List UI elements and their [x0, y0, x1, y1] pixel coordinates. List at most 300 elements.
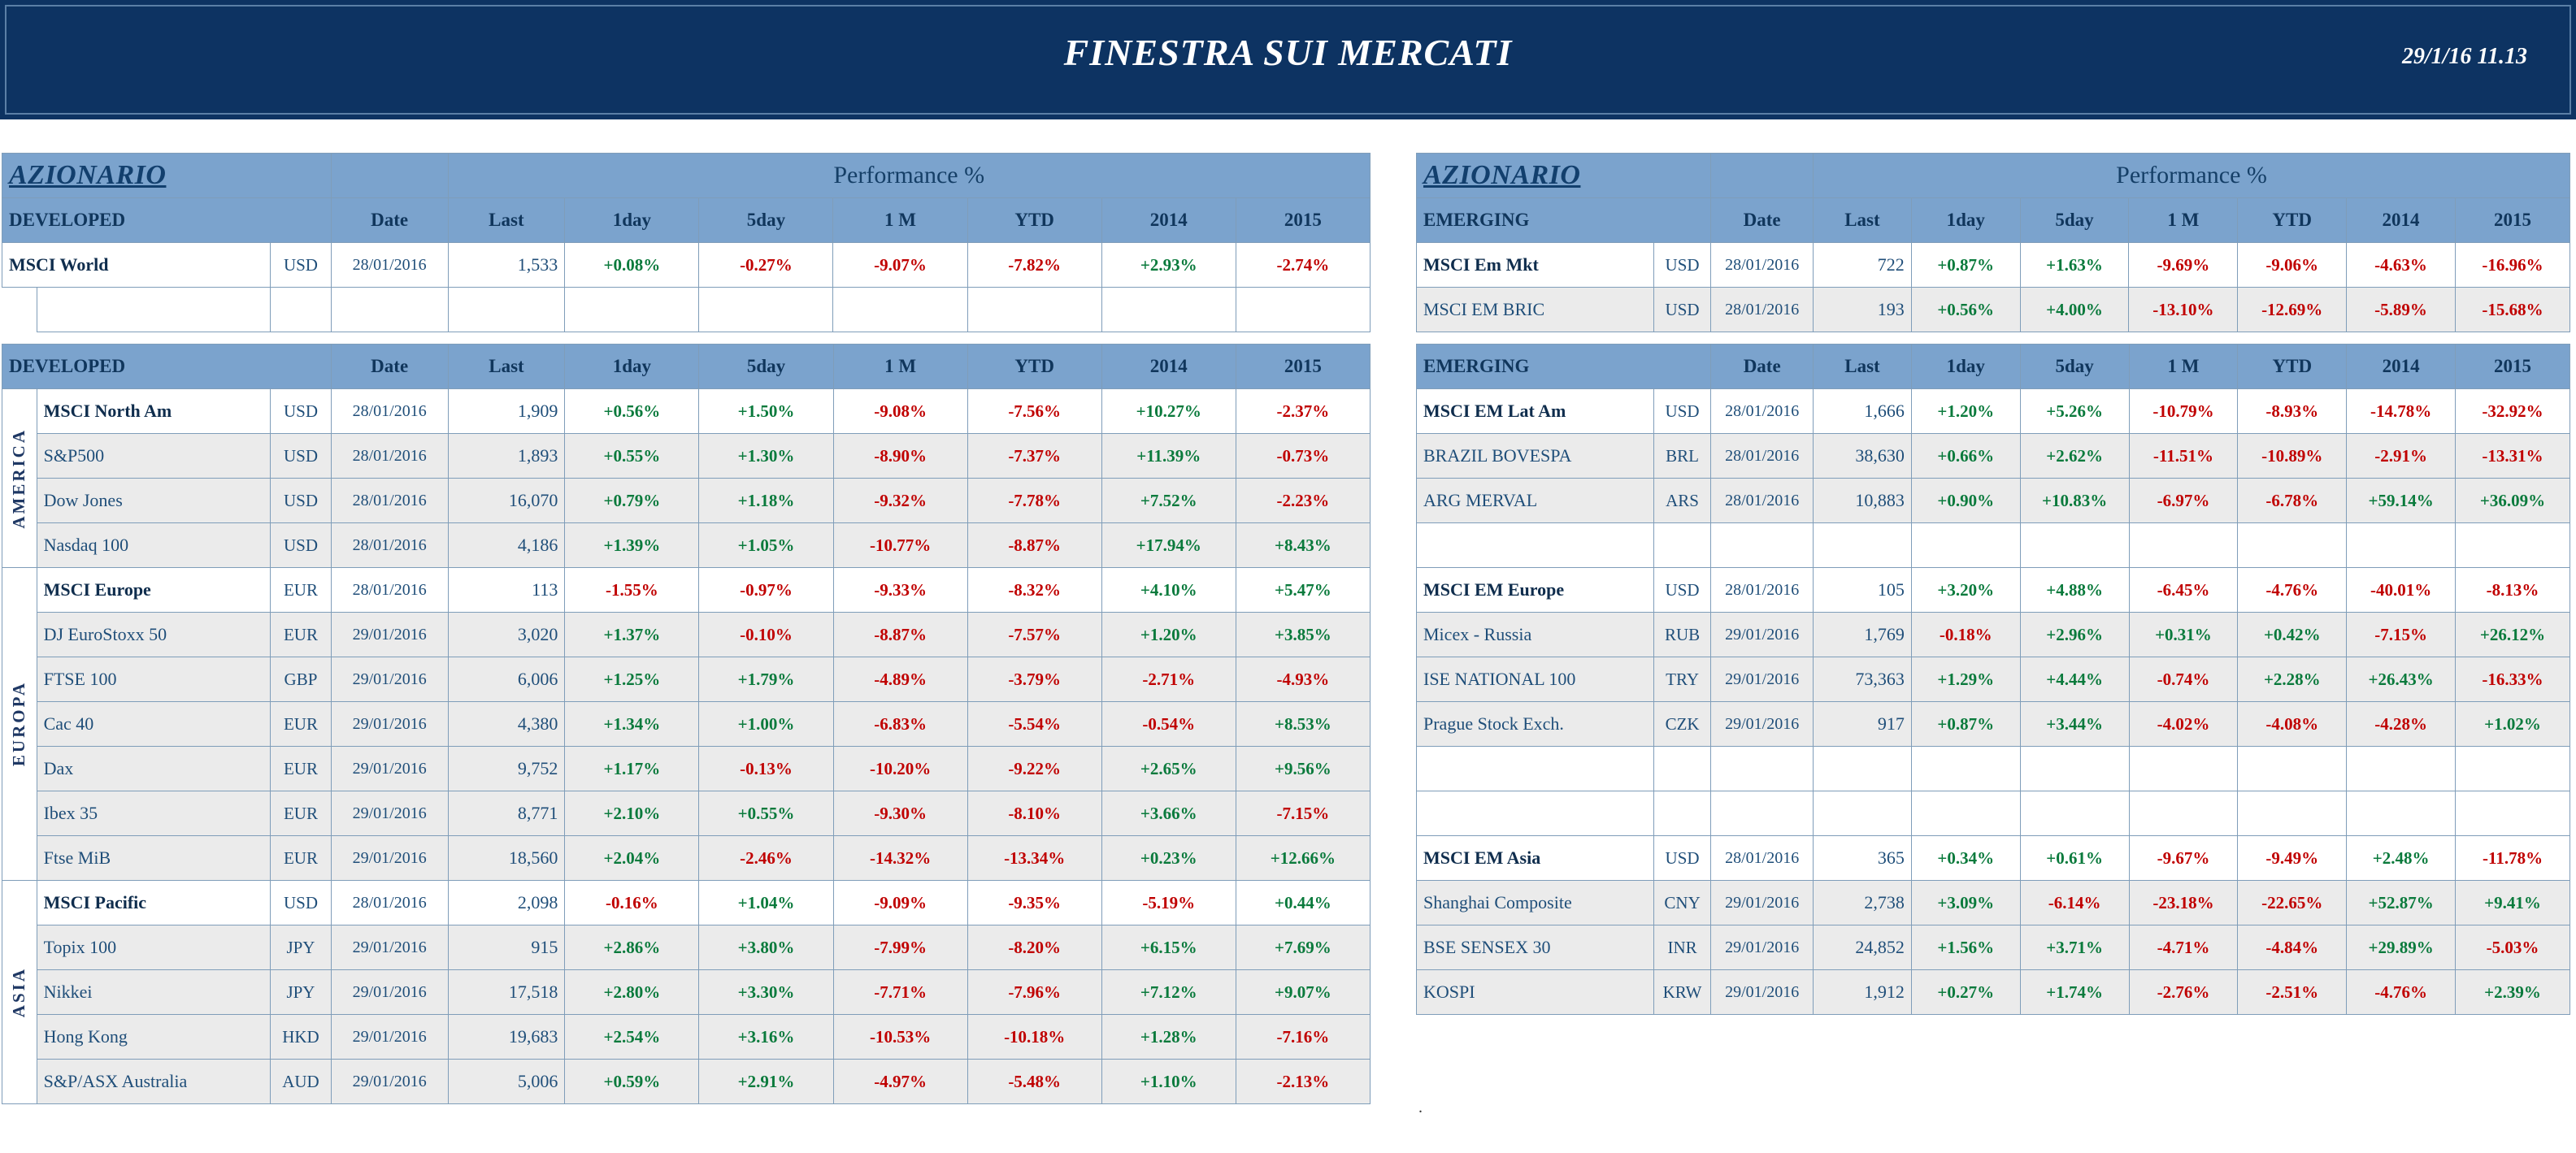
table-row — [1417, 479, 2570, 523]
currency: HKD — [271, 1015, 332, 1060]
perf-1day: +0.56% — [565, 389, 699, 434]
emerging-detail-header-row — [1417, 345, 2570, 389]
table-row — [2, 1015, 1371, 1060]
last-value: 917 — [1814, 702, 1912, 747]
perf-1m: -6.97% — [2129, 479, 2238, 523]
perf-2014: +7.12% — [1101, 970, 1236, 1015]
perf-1m: -4.89% — [833, 657, 967, 702]
quote-date: 29/01/2016 — [1711, 702, 1814, 747]
last-value: 1,769 — [1814, 613, 1912, 657]
section-label-developed-detail: DEVELOPED — [2, 345, 332, 389]
performance-header: Performance % — [1814, 154, 2570, 198]
perf-1day: +3.20% — [1911, 568, 2020, 613]
col-2014: 2014 — [1101, 345, 1236, 389]
perf-1m: -11.51% — [2129, 434, 2238, 479]
currency: USD — [1653, 243, 1710, 288]
perf-ytd: -8.87% — [967, 523, 1101, 568]
perf-2015: +9.56% — [1236, 747, 1370, 791]
last-value: 365 — [1814, 836, 1912, 881]
perf-1m: -23.18% — [2129, 881, 2238, 925]
table-row — [1417, 389, 2570, 434]
perf-ytd: -3.79% — [967, 657, 1101, 702]
last-value: 4,186 — [448, 523, 565, 568]
quote-date: 28/01/2016 — [1711, 243, 1814, 288]
index-name: Topix 100 — [37, 925, 271, 970]
perf-2014: -0.54% — [1101, 702, 1236, 747]
quote-date: 29/01/2016 — [331, 702, 448, 747]
perf-1m: -9.09% — [833, 881, 967, 925]
panel-title: AZIONARIO — [1417, 154, 1711, 198]
perf-1day: +1.56% — [1911, 925, 2020, 970]
footer-mark: . — [1418, 1099, 1423, 1116]
quote-date: 28/01/2016 — [1711, 568, 1814, 613]
perf-1m: -4.71% — [2129, 925, 2238, 970]
table-row — [2, 747, 1371, 791]
perf-2014: +2.93% — [1101, 243, 1236, 288]
perf-2015: +0.44% — [1236, 881, 1370, 925]
perf-2014: -5.89% — [2347, 288, 2456, 332]
quote-date: 29/01/2016 — [331, 747, 448, 791]
perf-5day: +4.00% — [2020, 288, 2129, 332]
col-2015: 2015 — [1236, 345, 1370, 389]
quote-date: 29/01/2016 — [331, 836, 448, 881]
region-label-america: AMERICA — [2, 389, 37, 568]
region-label-asia: ASIA — [2, 881, 37, 1104]
perf-ytd: -6.78% — [2238, 479, 2347, 523]
table-row — [1417, 613, 2570, 657]
quote-date: 29/01/2016 — [331, 1015, 448, 1060]
perf-1m: -10.20% — [833, 747, 967, 791]
region-label-europa: EUROPA — [2, 568, 37, 881]
table-row — [2, 702, 1371, 747]
currency: EUR — [271, 568, 332, 613]
quote-date: 28/01/2016 — [331, 434, 448, 479]
currency: USD — [271, 243, 332, 288]
last-value: 38,630 — [1814, 434, 1912, 479]
table-row — [2, 479, 1371, 523]
perf-1m: -4.02% — [2129, 702, 2238, 747]
emerging-detail-table — [1416, 344, 2570, 1015]
last-value: 5,006 — [448, 1060, 565, 1104]
last-value: 3,020 — [448, 613, 565, 657]
perf-1m: -9.67% — [2129, 836, 2238, 881]
perf-2014: +2.48% — [2347, 836, 2456, 881]
table-row — [2, 523, 1371, 568]
perf-5day: +4.44% — [2020, 657, 2129, 702]
perf-5day: -0.13% — [699, 747, 833, 791]
quote-date: 28/01/2016 — [1711, 434, 1814, 479]
col-2015: 2015 — [1236, 198, 1370, 243]
perf-2015: -16.33% — [2456, 657, 2570, 702]
perf-1m: -0.74% — [2129, 657, 2238, 702]
spacer-row — [2, 288, 1371, 332]
table-row — [2, 791, 1371, 836]
table-row — [2, 970, 1371, 1015]
perf-1day: +3.09% — [1911, 881, 2020, 925]
col-5day: 5day — [2020, 345, 2129, 389]
col-1day: 1day — [1911, 345, 2020, 389]
perf-2014: +59.14% — [2347, 479, 2456, 523]
title-spacer — [331, 154, 448, 198]
col-1day: 1day — [1911, 198, 2020, 243]
perf-1day: -0.18% — [1911, 613, 2020, 657]
perf-2015: -13.31% — [2456, 434, 2570, 479]
perf-1day: +0.87% — [1911, 702, 2020, 747]
table-row — [1417, 288, 2570, 332]
perf-1m: -9.07% — [833, 243, 967, 288]
currency: USD — [271, 389, 332, 434]
col-ytd: YTD — [967, 345, 1101, 389]
quote-date: 29/01/2016 — [331, 970, 448, 1015]
index-name: Dax — [37, 747, 271, 791]
currency: CZK — [1653, 702, 1710, 747]
perf-1m: -7.99% — [833, 925, 967, 970]
col-last: Last — [448, 345, 565, 389]
perf-2015: -32.92% — [2456, 389, 2570, 434]
quote-date: 29/01/2016 — [1711, 613, 1814, 657]
index-name: Hong Kong — [37, 1015, 271, 1060]
perf-2014: -40.01% — [2347, 568, 2456, 613]
perf-2014: -4.63% — [2347, 243, 2456, 288]
perf-2015: -0.73% — [1236, 434, 1370, 479]
table-row — [2, 881, 1371, 925]
perf-2015: -5.03% — [2456, 925, 2570, 970]
index-name: ARG MERVAL — [1417, 479, 1654, 523]
perf-2015: -2.37% — [1236, 389, 1370, 434]
index-name: MSCI North Am — [37, 389, 271, 434]
section-label-developed: DEVELOPED — [2, 198, 332, 243]
page-header-banner — [0, 0, 2576, 122]
perf-2014: +1.10% — [1101, 1060, 1236, 1104]
perf-1day: +1.39% — [565, 523, 699, 568]
perf-2015: +36.09% — [2456, 479, 2570, 523]
perf-ytd: -12.69% — [2238, 288, 2347, 332]
perf-2014: -2.91% — [2347, 434, 2456, 479]
perf-1m: -6.83% — [833, 702, 967, 747]
currency: TRY — [1653, 657, 1710, 702]
perf-2014: +11.39% — [1101, 434, 1236, 479]
table-row — [1417, 657, 2570, 702]
perf-5day: +1.63% — [2020, 243, 2129, 288]
perf-2015: +9.41% — [2456, 881, 2570, 925]
perf-2014: +0.23% — [1101, 836, 1236, 881]
perf-2015: -8.13% — [2456, 568, 2570, 613]
perf-ytd: -13.34% — [967, 836, 1101, 881]
perf-1day: +1.37% — [565, 613, 699, 657]
last-value: 2,738 — [1814, 881, 1912, 925]
index-name: Prague Stock Exch. — [1417, 702, 1654, 747]
currency: EUR — [271, 836, 332, 881]
last-value: 10,883 — [1814, 479, 1912, 523]
perf-1day: +0.87% — [1911, 243, 2020, 288]
perf-ytd: -9.06% — [2238, 243, 2347, 288]
perf-5day: +0.55% — [699, 791, 833, 836]
last-value: 16,070 — [448, 479, 565, 523]
index-name: S&P500 — [37, 434, 271, 479]
table-row — [1417, 434, 2570, 479]
currency: EUR — [271, 791, 332, 836]
perf-5day: +3.80% — [699, 925, 833, 970]
perf-ytd: -4.84% — [2238, 925, 2347, 970]
perf-1day: +1.34% — [565, 702, 699, 747]
perf-1m: -13.10% — [2129, 288, 2238, 332]
perf-ytd: -7.78% — [967, 479, 1101, 523]
perf-1day: +0.66% — [1911, 434, 2020, 479]
perf-1m: -10.79% — [2129, 389, 2238, 434]
table-row — [1417, 970, 2570, 1015]
perf-2015: +9.07% — [1236, 970, 1370, 1015]
emerging-header-row — [1417, 198, 2570, 243]
perf-1day: +0.56% — [1911, 288, 2020, 332]
index-name: MSCI Em Mkt — [1417, 243, 1654, 288]
currency: USD — [271, 479, 332, 523]
col-5day: 5day — [2020, 198, 2129, 243]
perf-2014: -4.28% — [2347, 702, 2456, 747]
perf-5day: +1.04% — [699, 881, 833, 925]
perf-5day: +1.05% — [699, 523, 833, 568]
last-value: 1,666 — [1814, 389, 1912, 434]
quote-date: 28/01/2016 — [1711, 479, 1814, 523]
perf-5day: -0.27% — [699, 243, 833, 288]
currency: JPY — [271, 925, 332, 970]
last-value: 73,363 — [1814, 657, 1912, 702]
table-row — [1417, 836, 2570, 881]
perf-ytd: -9.35% — [967, 881, 1101, 925]
perf-ytd: -7.56% — [967, 389, 1101, 434]
perf-2015: +26.12% — [2456, 613, 2570, 657]
developed-summary-table — [2, 153, 1371, 332]
currency: INR — [1653, 925, 1710, 970]
perf-1m: -9.30% — [833, 791, 967, 836]
section-label-emerging-detail: EMERGING — [1417, 345, 1711, 389]
col-1day: 1day — [565, 345, 699, 389]
last-value: 8,771 — [448, 791, 565, 836]
perf-ytd: -8.32% — [967, 568, 1101, 613]
perf-2014: -7.15% — [2347, 613, 2456, 657]
currency: EUR — [271, 613, 332, 657]
perf-2015: +7.69% — [1236, 925, 1370, 970]
perf-5day: +1.79% — [699, 657, 833, 702]
index-name: S&P/ASX Australia — [37, 1060, 271, 1104]
perf-5day: -0.10% — [699, 613, 833, 657]
title-spacer — [1711, 154, 1814, 198]
perf-1day: +0.08% — [565, 243, 699, 288]
perf-1m: -7.71% — [833, 970, 967, 1015]
perf-ytd: -8.20% — [967, 925, 1101, 970]
col-last: Last — [448, 198, 565, 243]
perf-ytd: -4.76% — [2238, 568, 2347, 613]
page-title: FINESTRA SUI MERCATI — [1063, 32, 1513, 73]
index-name: MSCI EM Lat Am — [1417, 389, 1654, 434]
index-name: Nikkei — [37, 970, 271, 1015]
perf-1day: +2.54% — [565, 1015, 699, 1060]
spacer-row — [1417, 747, 2570, 791]
index-name: Nasdaq 100 — [37, 523, 271, 568]
index-name: FTSE 100 — [37, 657, 271, 702]
perf-ytd: -9.22% — [967, 747, 1101, 791]
perf-2014: -5.19% — [1101, 881, 1236, 925]
last-value: 24,852 — [1814, 925, 1912, 970]
quote-date: 29/01/2016 — [1711, 881, 1814, 925]
perf-1m: -8.87% — [833, 613, 967, 657]
table-row — [1417, 702, 2570, 747]
perf-2015: -15.68% — [2455, 288, 2569, 332]
currency: JPY — [271, 970, 332, 1015]
table-row — [1417, 243, 2570, 288]
perf-2015: +8.43% — [1236, 523, 1370, 568]
col-last: Last — [1814, 345, 1912, 389]
emerging-summary-table — [1416, 153, 2570, 332]
table-row — [1417, 568, 2570, 613]
index-name: MSCI Europe — [37, 568, 271, 613]
index-name: MSCI World — [2, 243, 271, 288]
perf-2014: +52.87% — [2347, 881, 2456, 925]
perf-5day: +3.71% — [2020, 925, 2129, 970]
perf-2015: -2.13% — [1236, 1060, 1370, 1104]
col-date: Date — [1711, 198, 1814, 243]
quote-date: 29/01/2016 — [331, 657, 448, 702]
last-value: 1,533 — [448, 243, 565, 288]
table-row — [2, 836, 1371, 881]
index-name: BSE SENSEX 30 — [1417, 925, 1654, 970]
index-name: MSCI Pacific — [37, 881, 271, 925]
developed-detail-header-row — [2, 345, 1371, 389]
quote-date: 28/01/2016 — [331, 881, 448, 925]
perf-1day: +0.59% — [565, 1060, 699, 1104]
perf-ytd: +2.28% — [2238, 657, 2347, 702]
col-1day: 1day — [565, 198, 699, 243]
developed-markets-panel — [2, 153, 1371, 1104]
last-value: 17,518 — [448, 970, 565, 1015]
index-name: Micex - Russia — [1417, 613, 1654, 657]
currency: AUD — [271, 1060, 332, 1104]
currency: USD — [271, 881, 332, 925]
perf-ytd: -8.10% — [967, 791, 1101, 836]
perf-2015: +8.53% — [1236, 702, 1370, 747]
index-name: MSCI EM Asia — [1417, 836, 1654, 881]
index-name: Ftse MiB — [37, 836, 271, 881]
quote-date: 28/01/2016 — [331, 389, 448, 434]
currency: USD — [271, 523, 332, 568]
perf-2014: +17.94% — [1101, 523, 1236, 568]
index-name: Shanghai Composite — [1417, 881, 1654, 925]
perf-5day: -2.46% — [699, 836, 833, 881]
perf-ytd: -9.49% — [2238, 836, 2347, 881]
perf-1m: +0.31% — [2129, 613, 2238, 657]
last-value: 19,683 — [448, 1015, 565, 1060]
section-label-emerging: EMERGING — [1417, 198, 1711, 243]
table-row — [1417, 881, 2570, 925]
quote-date: 29/01/2016 — [331, 925, 448, 970]
perf-ytd: -10.18% — [967, 1015, 1101, 1060]
index-name: MSCI EM BRIC — [1417, 288, 1654, 332]
col-1m: 1 M — [2129, 198, 2238, 243]
perf-5day: +1.00% — [699, 702, 833, 747]
last-value: 18,560 — [448, 836, 565, 881]
quote-date: 29/01/2016 — [331, 791, 448, 836]
perf-ytd: -10.89% — [2238, 434, 2347, 479]
table-row — [2, 1060, 1371, 1104]
perf-2014: +29.89% — [2347, 925, 2456, 970]
last-value: 4,380 — [448, 702, 565, 747]
col-ytd: YTD — [2238, 345, 2347, 389]
perf-ytd: -8.93% — [2238, 389, 2347, 434]
perf-1m: -10.53% — [833, 1015, 967, 1060]
panel-title-row — [2, 154, 1371, 198]
perf-2014: -4.76% — [2347, 970, 2456, 1015]
perf-1m: -8.90% — [833, 434, 967, 479]
perf-ytd: -4.08% — [2238, 702, 2347, 747]
perf-2015: -16.96% — [2455, 243, 2569, 288]
col-date: Date — [331, 345, 448, 389]
perf-1day: +0.55% — [565, 434, 699, 479]
perf-1day: +0.79% — [565, 479, 699, 523]
perf-1m: -10.77% — [833, 523, 967, 568]
perf-ytd: -7.37% — [967, 434, 1101, 479]
perf-2015: -7.15% — [1236, 791, 1370, 836]
perf-1day: +1.20% — [1911, 389, 2020, 434]
perf-1m: -9.08% — [833, 389, 967, 434]
perf-2015: +2.39% — [2456, 970, 2570, 1015]
header-timestamp: 29/1/16 11.13 — [2401, 44, 2527, 69]
developed-detail-table — [2, 344, 1371, 1104]
perf-5day: +3.16% — [699, 1015, 833, 1060]
perf-5day: -6.14% — [2020, 881, 2129, 925]
perf-1day: +0.27% — [1911, 970, 2020, 1015]
col-ytd: YTD — [2238, 198, 2347, 243]
quote-date: 28/01/2016 — [331, 523, 448, 568]
col-2015: 2015 — [2456, 345, 2570, 389]
col-1m: 1 M — [833, 198, 967, 243]
index-name: MSCI EM Europe — [1417, 568, 1654, 613]
currency: RUB — [1653, 613, 1710, 657]
table-row — [1417, 925, 2570, 970]
perf-1day: +2.80% — [565, 970, 699, 1015]
col-date: Date — [1711, 345, 1814, 389]
perf-1m: -9.32% — [833, 479, 967, 523]
index-name: Ibex 35 — [37, 791, 271, 836]
currency: USD — [1653, 836, 1710, 881]
index-name: DJ EuroStoxx 50 — [37, 613, 271, 657]
perf-5day: +3.44% — [2020, 702, 2129, 747]
perf-1day: -0.16% — [565, 881, 699, 925]
table-row — [2, 925, 1371, 970]
col-5day: 5day — [699, 198, 833, 243]
quote-date: 28/01/2016 — [1711, 836, 1814, 881]
table-row — [2, 434, 1371, 479]
currency: BRL — [1653, 434, 1710, 479]
table-row — [2, 613, 1371, 657]
perf-2014: +6.15% — [1101, 925, 1236, 970]
perf-1day: +0.90% — [1911, 479, 2020, 523]
last-value: 9,752 — [448, 747, 565, 791]
currency: EUR — [271, 747, 332, 791]
panel-title: AZIONARIO — [2, 154, 332, 198]
perf-ytd: -5.54% — [967, 702, 1101, 747]
currency: ARS — [1653, 479, 1710, 523]
perf-5day: +1.30% — [699, 434, 833, 479]
quote-date: 28/01/2016 — [331, 568, 448, 613]
developed-header-row — [2, 198, 1371, 243]
perf-2015: +3.85% — [1236, 613, 1370, 657]
perf-2014: +1.20% — [1101, 613, 1236, 657]
index-name: Dow Jones — [37, 479, 271, 523]
perf-1m: -6.45% — [2129, 568, 2238, 613]
currency: EUR — [271, 702, 332, 747]
perf-5day: +10.83% — [2020, 479, 2129, 523]
perf-2015: +5.47% — [1236, 568, 1370, 613]
last-value: 722 — [1814, 243, 1912, 288]
